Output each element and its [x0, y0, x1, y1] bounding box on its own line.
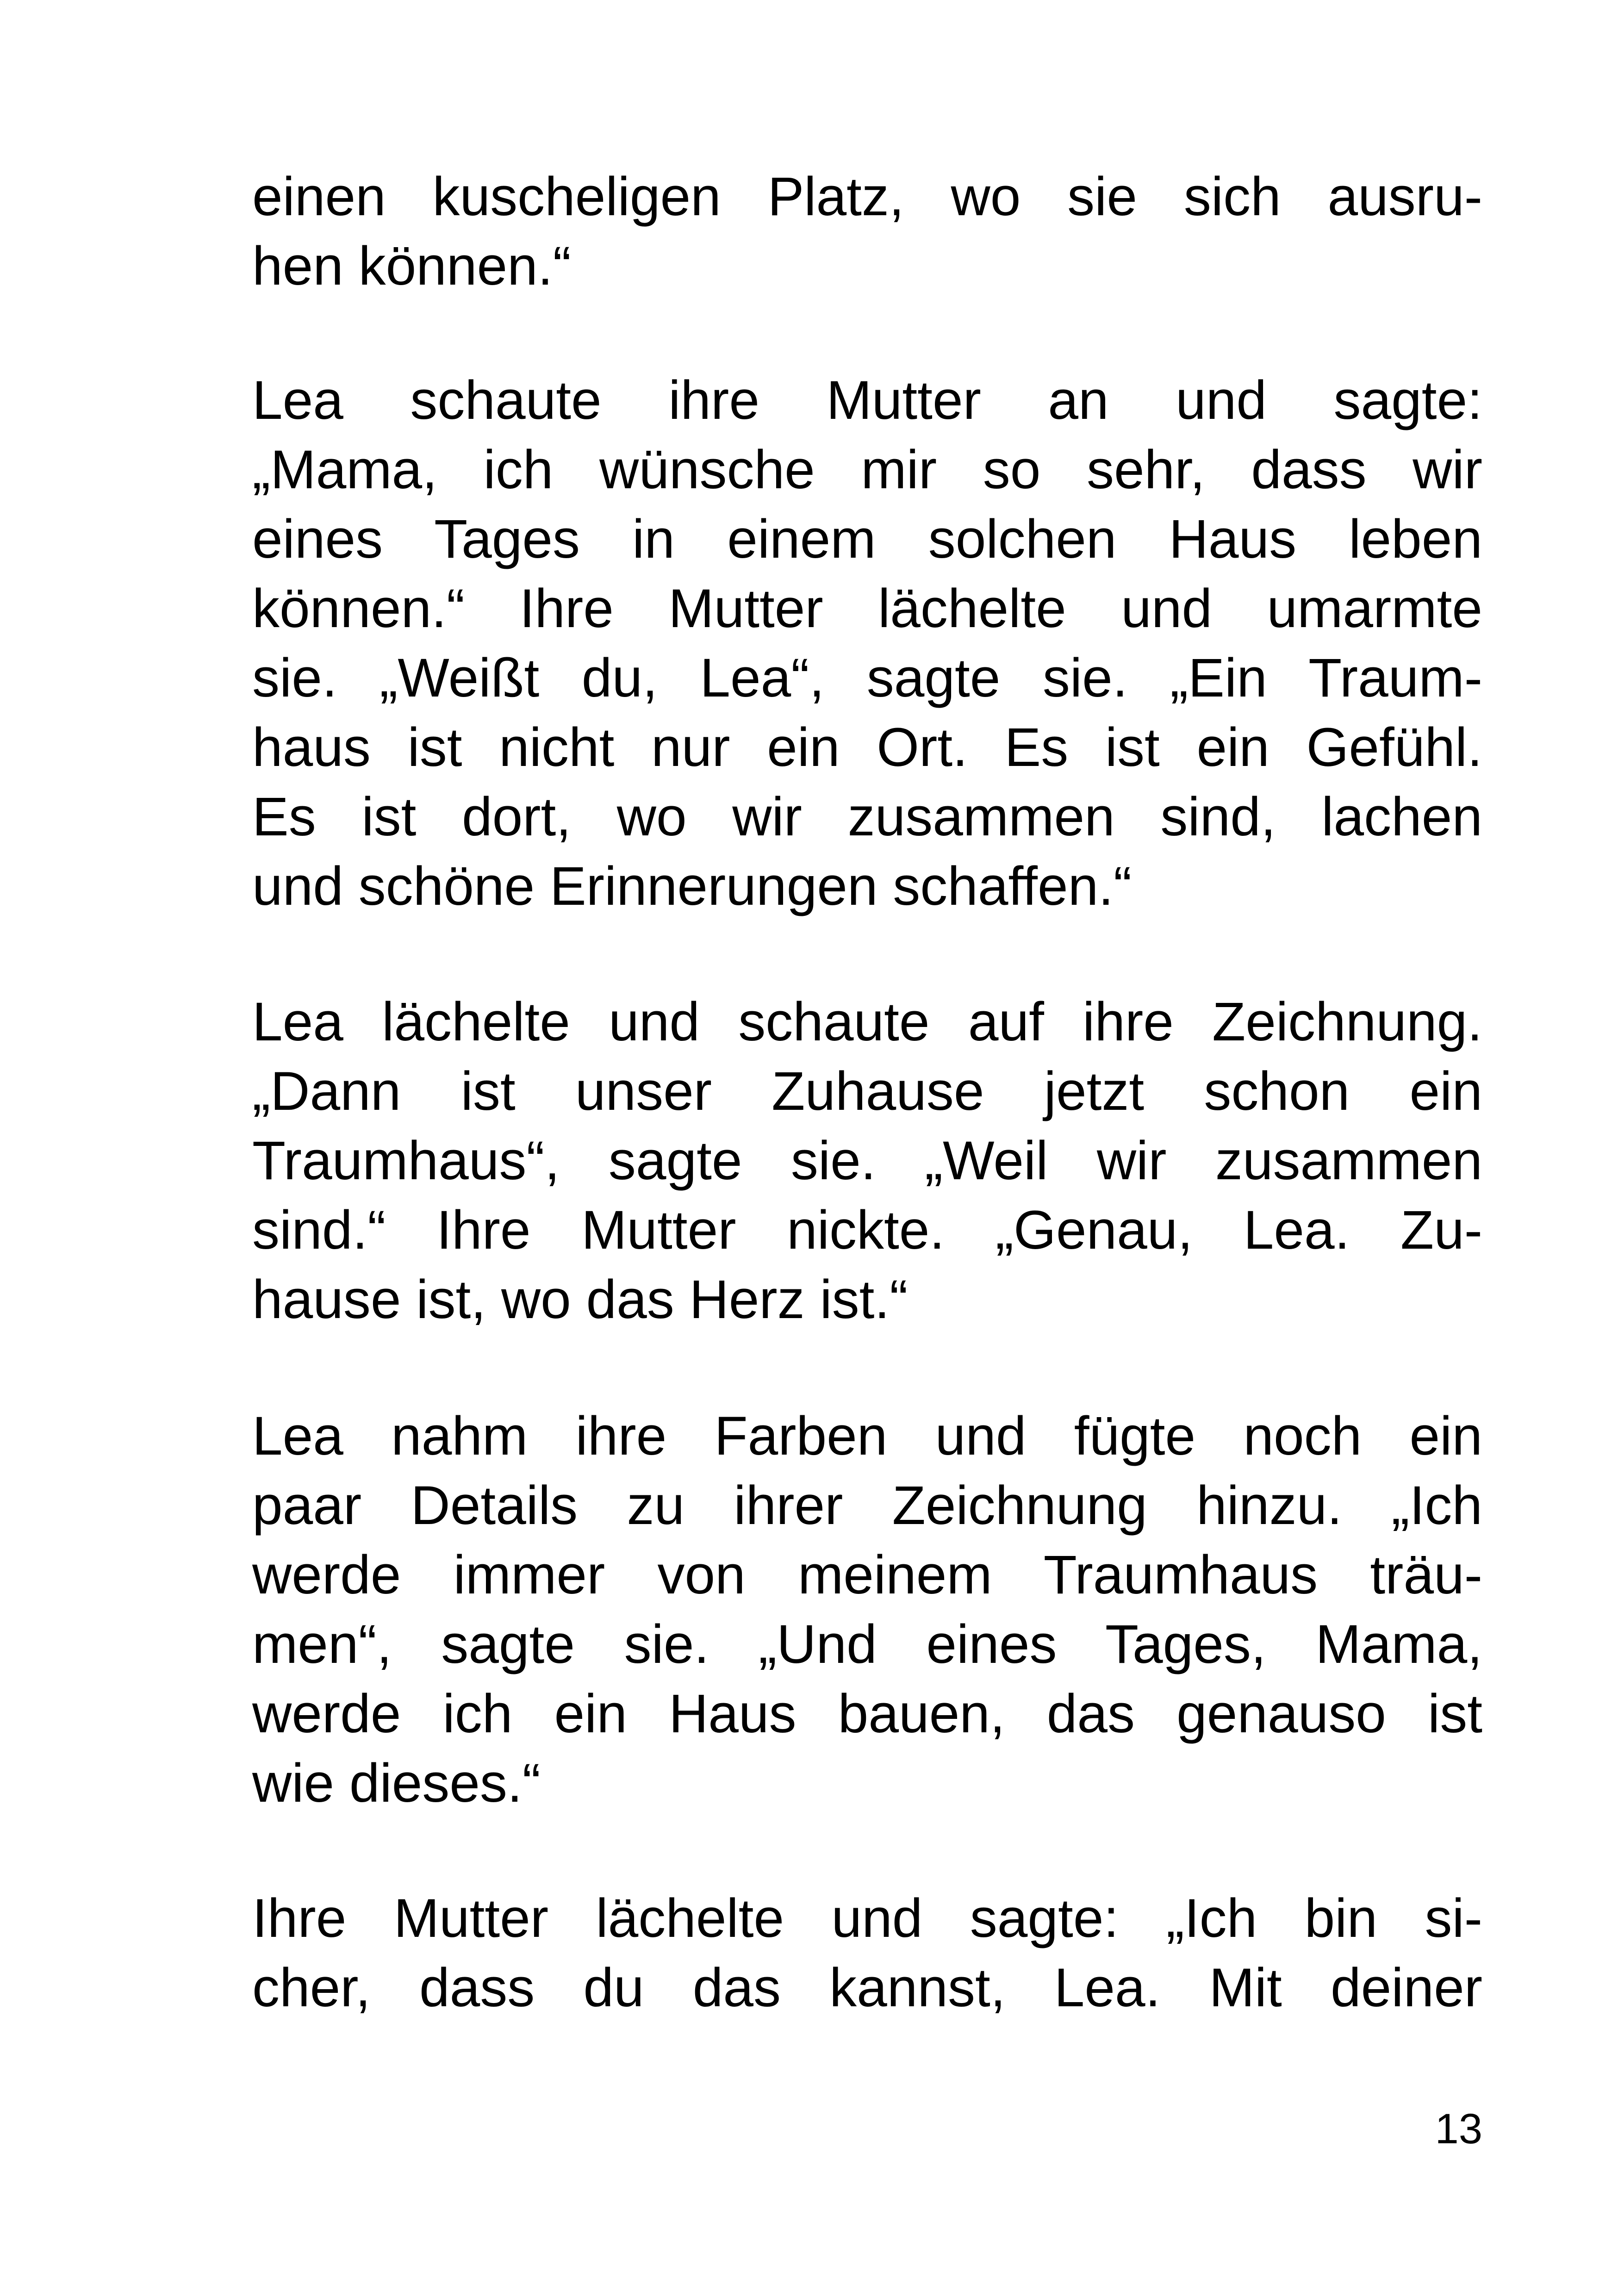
- paragraph-3: [252, 987, 1482, 1334]
- text-line: einen kuscheligen Platz, wo sie sich ausru-: [252, 166, 1482, 227]
- text-line: men“, sagte sie. „Und eines Tages, Mama,: [252, 1614, 1482, 1675]
- text-line: werde immer von meinem Traumhaus träu-: [252, 1544, 1482, 1605]
- text-line: wie dieses.“: [252, 1753, 541, 1814]
- text-line: Es ist dort, wo wir zusammen sind, lachen: [252, 786, 1482, 847]
- text-line: hen können.“: [252, 236, 571, 297]
- text-line: Lea schaute ihre Mutter an und sagte:: [252, 370, 1482, 431]
- text-line: eines Tages in einem solchen Haus leben: [252, 509, 1482, 570]
- text-line: und schöne Erinnerungen schaffen.“: [252, 856, 1132, 917]
- text-line: cher, dass du das kannst, Lea. Mit deiner: [252, 1957, 1482, 2018]
- paragraph-1: [252, 162, 1482, 301]
- text-line: sind.“ Ihre Mutter nickte. „Genau, Lea. Zu-: [252, 1200, 1482, 1261]
- page-number: 13: [1435, 2105, 1482, 2153]
- text-line: können.“ Ihre Mutter lächelte und umarmte: [252, 578, 1482, 639]
- text-line: Lea nahm ihre Farben und fügte noch ein: [252, 1406, 1482, 1467]
- text-line: hause ist, wo das Herz ist.“: [252, 1269, 908, 1330]
- paragraph-2: [252, 366, 1482, 921]
- text-line: Traumhaus“, sagte sie. „Weil wir zusammen: [252, 1130, 1482, 1191]
- text-line: Ihre Mutter lächelte und sagte: „Ich bin si-: [252, 1888, 1482, 1949]
- text-line: werde ich ein Haus bauen, das genauso ist: [252, 1683, 1482, 1744]
- text-line: Lea lächelte und schaute auf ihre Zeichnung.: [252, 991, 1482, 1052]
- text-line: paar Details zu ihrer Zeichnung hinzu. „Ich: [252, 1475, 1482, 1536]
- text-line: haus ist nicht nur ein Ort. Es ist ein Gefühl.: [252, 717, 1482, 778]
- paragraph-5: [252, 1884, 1482, 2022]
- text-line: „Mama, ich wünsche mir so sehr, dass wir: [252, 439, 1482, 500]
- text-line: sie. „Weißt du, Lea“, sagte sie. „Ein Traum-: [252, 647, 1482, 709]
- text-line: „Dann ist unser Zuhause jetzt schon ein: [252, 1061, 1482, 1122]
- paragraph-4: [252, 1401, 1482, 1818]
